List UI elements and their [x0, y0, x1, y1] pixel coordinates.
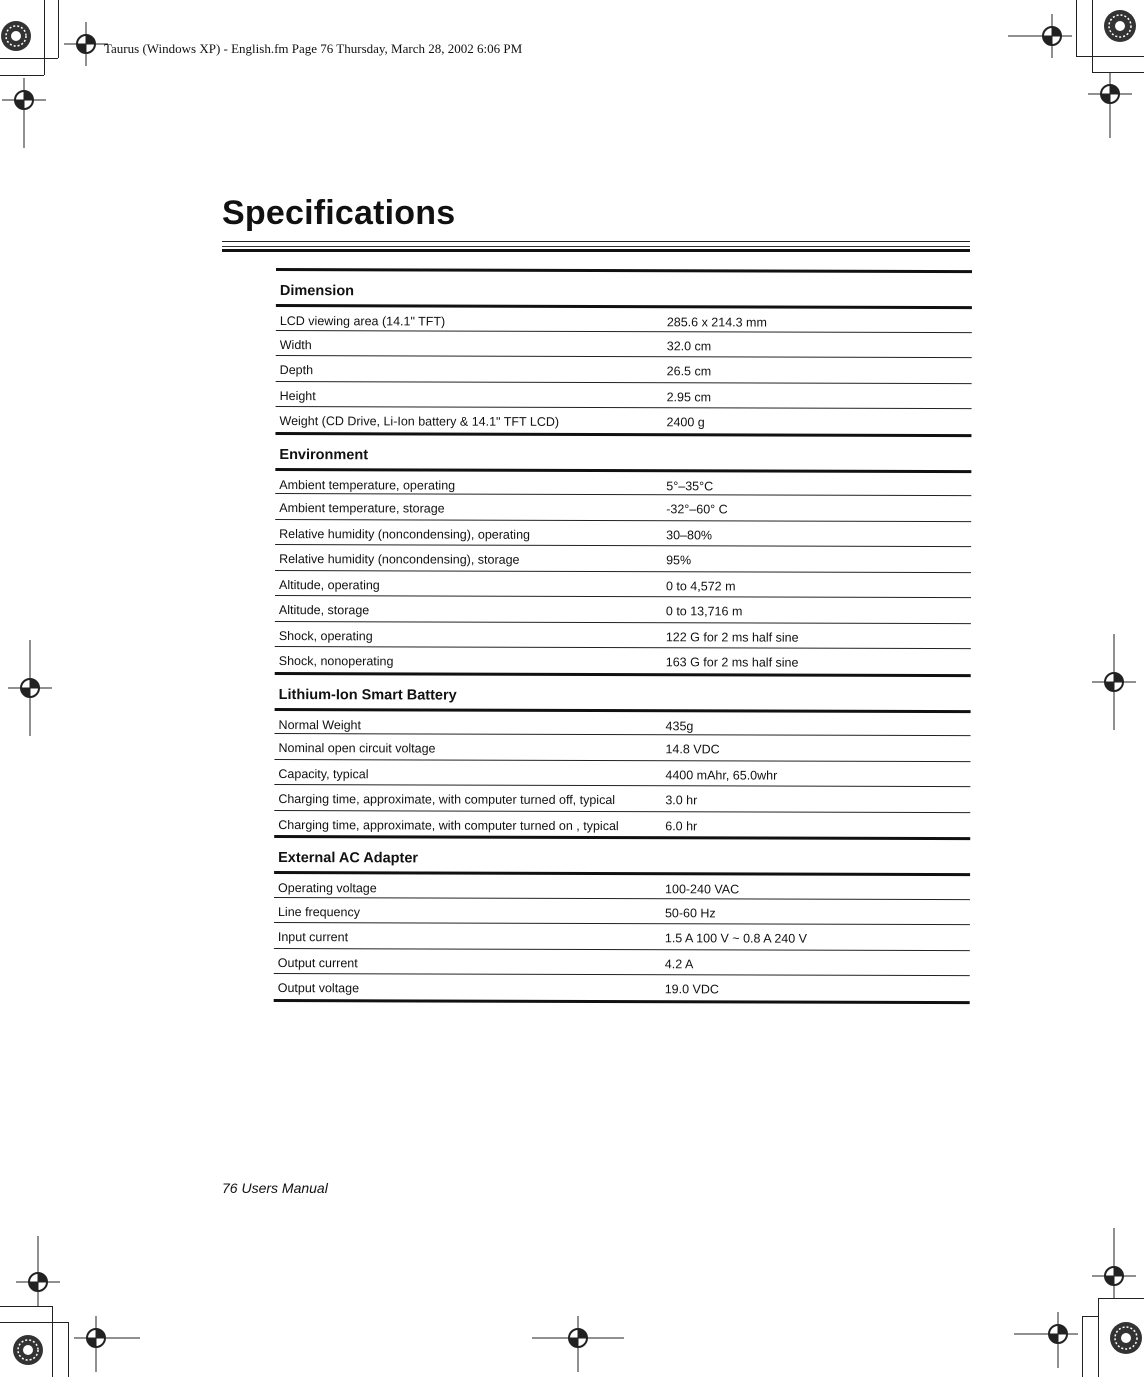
- trim-line: [1076, 0, 1077, 56]
- registration-mark-icon: [0, 14, 44, 58]
- spec-label: Weight (CD Drive, Li-Ion battery & 14.1" TFT LCD): [279, 414, 560, 429]
- spec-label: LCD viewing area (14.1" TFT): [279, 314, 446, 329]
- spec-value: 26.5 cm: [666, 364, 712, 379]
- crosshair-target-icon: [532, 1316, 624, 1372]
- spec-label: Charging time, approximate, with computer turned on , typical: [278, 817, 619, 833]
- spec-value: 163 G for 2 ms half sine: [665, 655, 799, 670]
- spec-label: Normal Weight: [278, 717, 362, 732]
- spec-label: Altitude, operating: [278, 577, 380, 592]
- spec-label: Relative humidity (noncondensing), storage: [279, 552, 520, 567]
- trim-line: [0, 58, 58, 59]
- spec-value: 19.0 VDC: [664, 982, 719, 997]
- spec-section: [274, 835, 971, 1001]
- spec-label: Depth: [279, 363, 314, 378]
- crosshair-target-icon: [1008, 14, 1072, 58]
- crosshair-target-icon: [16, 1236, 60, 1306]
- spec-section: [274, 671, 971, 837]
- trim-line: [1076, 56, 1144, 57]
- trim-line: [0, 75, 44, 76]
- spec-value: 5°–35°C: [666, 478, 714, 493]
- spec-label: Input current: [277, 930, 349, 945]
- registration-mark-icon: [1104, 1316, 1144, 1360]
- section-heading: Dimension: [276, 268, 972, 306]
- spec-label: Ambient temperature, operating: [279, 477, 456, 493]
- crosshair-target-icon: [74, 1316, 140, 1372]
- spec-label: Nominal open circuit voltage: [278, 741, 436, 756]
- section-heading: External AC Adapter: [274, 835, 970, 873]
- trim-line: [1098, 1298, 1099, 1377]
- trim-line: [0, 1322, 68, 1323]
- crosshair-target-icon: [2, 78, 46, 148]
- spec-row: [274, 784, 970, 812]
- spec-value: 285.6 x 214.3 mm: [666, 315, 767, 330]
- registration-mark-icon: [1096, 4, 1140, 48]
- crosshair-target-icon: [1088, 72, 1132, 138]
- spec-row: [275, 467, 971, 495]
- trim-line: [44, 0, 45, 75]
- trim-line: [1092, 0, 1093, 72]
- spec-value: 14.8 VDC: [665, 742, 720, 757]
- spec-row: [274, 922, 970, 950]
- spec-row: [276, 304, 972, 332]
- spec-label: Height: [279, 388, 316, 403]
- spec-value: 32.0 cm: [666, 338, 712, 353]
- spec-row: [275, 620, 971, 648]
- page-footer: 76 Users Manual: [222, 1180, 328, 1196]
- spec-row: [274, 973, 970, 1001]
- spec-value: 100-240 VAC: [665, 882, 740, 897]
- spec-value: -32°–60° C: [666, 502, 728, 517]
- spec-label: Altitude, storage: [278, 603, 370, 618]
- spec-row: [276, 329, 972, 357]
- spec-value: 3.0 hr: [665, 793, 698, 808]
- spec-row: [274, 809, 970, 837]
- spec-label: Shock, operating: [278, 628, 373, 643]
- section-heading: Lithium-Ion Smart Battery: [275, 671, 971, 709]
- spec-value: 2400 g: [666, 415, 705, 430]
- crosshair-target-icon: [1092, 634, 1136, 730]
- spec-label: Output current: [277, 955, 358, 970]
- spec-label: Shock, nonoperating: [278, 654, 394, 669]
- spec-value: 122 G for 2 ms half sine: [665, 629, 799, 645]
- spec-value: 1.5 A 100 V ~ 0.8 A 240 V: [664, 931, 808, 946]
- spec-row: [274, 896, 970, 924]
- trim-line: [1098, 1298, 1144, 1299]
- spec-row: [275, 544, 971, 572]
- crosshair-target-icon: [8, 640, 52, 736]
- spec-label: Width: [279, 337, 312, 352]
- spec-label: Operating voltage: [278, 881, 377, 896]
- spec-row: [276, 380, 972, 408]
- spec-label: Line frequency: [277, 904, 361, 919]
- spec-row: [274, 871, 970, 899]
- spec-row: [276, 355, 972, 383]
- trim-line: [52, 1306, 53, 1377]
- registration-mark-icon: [8, 1330, 48, 1370]
- print-header: Taurus (Windows XP) - English.fm Page 76 Thursday, March 28, 2002 6:06 PM: [104, 41, 523, 56]
- crosshair-target-icon: [1014, 1312, 1078, 1368]
- spec-value: 435g: [665, 718, 694, 733]
- section-heading: Environment: [275, 431, 971, 469]
- trim-line: [68, 1322, 69, 1377]
- title-rule: [222, 241, 970, 253]
- spec-value: 50-60 Hz: [664, 905, 716, 920]
- spec-row: [275, 406, 971, 434]
- spec-label: Capacity, typical: [278, 766, 369, 781]
- trim-line: [0, 1306, 52, 1307]
- spec-value: 4400 mAhr, 65.0whr: [665, 767, 778, 783]
- spec-row: [274, 733, 970, 761]
- spec-row: [275, 707, 971, 735]
- page-title: Specifications: [222, 194, 456, 232]
- spec-label: Ambient temperature, storage: [279, 501, 445, 516]
- spec-label: Relative humidity (noncondensing), operating: [279, 526, 531, 542]
- spec-value: 0 to 4,572 m: [665, 578, 736, 593]
- spec-row: [275, 493, 971, 521]
- spec-row: [275, 569, 971, 597]
- crosshair-target-icon: [1092, 1228, 1136, 1298]
- spec-section: [275, 268, 972, 434]
- trim-line: [1082, 1316, 1083, 1377]
- spec-row: [275, 646, 971, 674]
- spec-row: [274, 947, 970, 975]
- spec-row: [275, 518, 971, 546]
- spec-value: 2.95 cm: [666, 389, 712, 404]
- trim-line: [58, 0, 59, 58]
- spec-value: 6.0 hr: [665, 818, 698, 833]
- spec-row: [274, 758, 970, 786]
- spec-value: 0 to 13,716 m: [665, 604, 743, 619]
- spec-value: 4.2 A: [664, 956, 694, 971]
- specifications-table: [274, 268, 972, 1004]
- spec-label: Output voltage: [277, 981, 360, 996]
- trim-line: [1082, 1316, 1098, 1317]
- spec-value: 95%: [666, 553, 692, 568]
- spec-row: [275, 595, 971, 623]
- crosshair-target-icon: [64, 22, 108, 66]
- spec-section: [275, 431, 972, 673]
- spec-value: 30–80%: [666, 527, 713, 542]
- spec-label: Charging time, approximate, with computer turned off, typical: [278, 792, 616, 808]
